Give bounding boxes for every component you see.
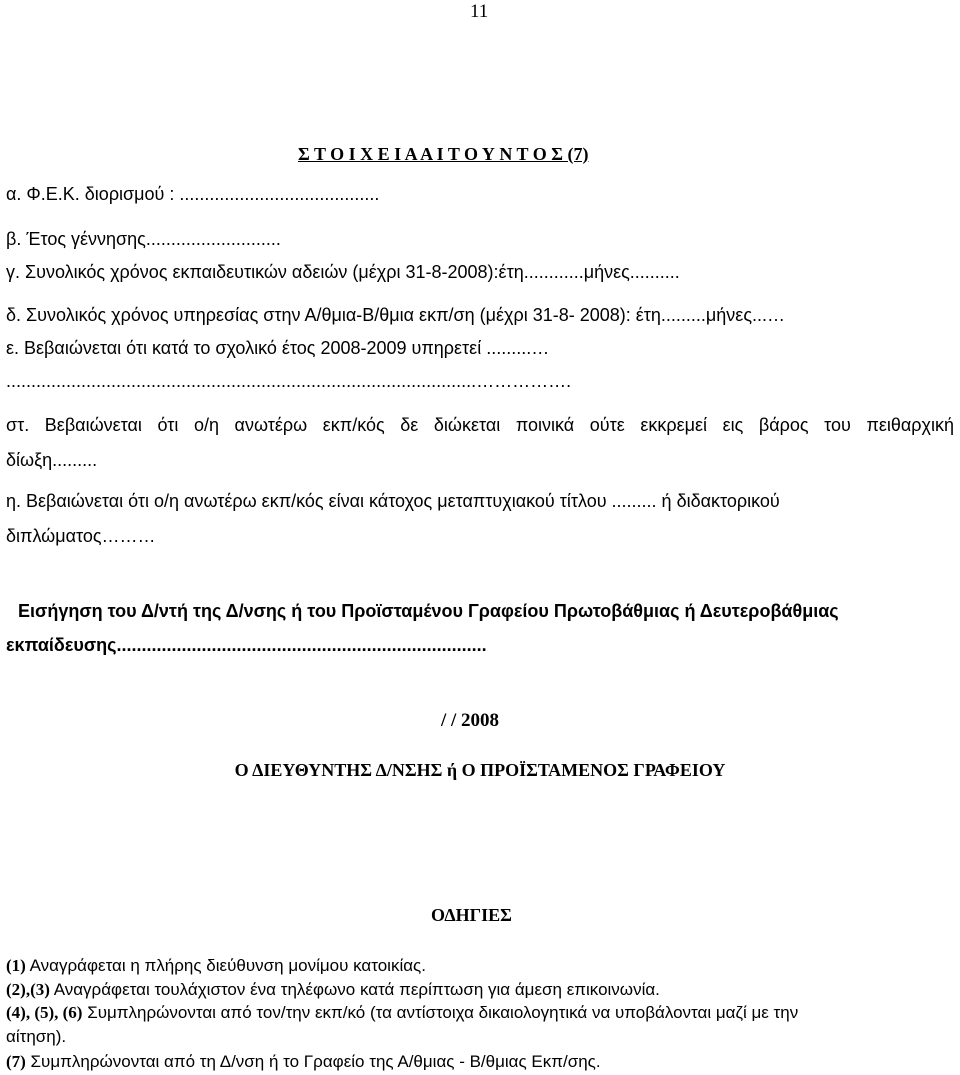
instruction-1-text: Αναγράφεται η πλήρης διεύθυνση μονίμου κατοικίας. [25,956,426,975]
instruction-4-5-6-text: Συμπληρώνονται από τον/την εκπ/κό (τα αντίστοιχα δικαιολογητικά να υποβάλονται μαζί με την [82,1003,799,1022]
field-service-time: δ. Συνολικός χρόνος υπηρεσίας στην Α/θμια-Β/θμια εκπ/ση (μέχρι 31-8- 2008): έτη.........μήνες...… [6,305,786,325]
instruction-2-3-text: Αναγράφεται τουλάχιστον ένα τηλέφωνο κατά περίπτωση για άμεση επικοινωνία. [49,980,660,999]
instruction-4-5-6-number: (4), (5), (6) [6,1003,83,1022]
recommendation-heading: Εισήγηση του Δ/ντή της Δ/νσης ή του Προϊσταμένου Γραφείου Πρωτοβάθμιας ή Δευτεροβάθμιας [18,601,839,621]
instruction-2-3 [6,981,660,998]
field-fek-appointment: α. Φ.Ε.Κ. διορισμού : ........................................ [6,184,380,204]
field-disciplinary-statement-cont: δίωξη......... [6,450,98,470]
field-serving-school: ε. Βεβαιώνεται ότι κατά το σχολικό έτος 2008-2009 υπηρετεί .........… [6,338,550,358]
instructions-heading: ΟΔΗΓΙΕΣ [431,905,512,925]
recommendation-heading-cont: εκπαίδευσης.......................................................................... [6,635,487,655]
applicant-details-title: Σ Τ Ο Ι Χ Ε Ι Α Α Ι Τ Ο Υ Ν Τ Ο Σ (7) [298,144,589,164]
instruction-4-5-6-cont: αίτηση). [6,1027,67,1046]
page-number: 11 [470,1,489,22]
instruction-4-5-6 [6,1004,798,1021]
field-serving-school-continued: ..............................................................................................……………. [6,371,572,391]
field-postgraduate-statement-cont: διπλώματος……… [6,526,156,546]
instruction-7-text: Συμπληρώνονται από τη Δ/νση ή το Γραφείο της Α/θμιας - Β/θμιας Εκπ/σης. [25,1052,601,1071]
field-disciplinary-statement: στ. Βεβαιώνεται ότι ο/η ανωτέρω εκπ/κός δε διώκεται ποινικά ούτε εκκρεμεί εις βάρος του πειθαρχική [6,415,954,435]
field-postgraduate-statement: η. Βεβαιώνεται ότι ο/η ανωτέρω εκπ/κός είναι κάτοχος μεταπτυχιακού τίτλου ......... ή διδακτορικού [6,491,780,511]
date-line: / / 2008 [441,710,500,731]
instruction-7-number: (7) [6,1052,26,1071]
signatory-title: Ο ΔΙΕΥΘΥΝΤΗΣ Δ/ΝΣΗΣ ή Ο ΠΡΟΪΣΤΑΜΕΝΟΣ ΓΡΑΦΕΙΟΥ [234,760,726,780]
instruction-1 [6,957,426,974]
instruction-7 [6,1053,601,1070]
field-leave-time: γ. Συνολικός χρόνος εκπαιδευτικών αδειών (μέχρι 31-8-2008):έτη............μήνες.......... [6,262,680,282]
field-birth-year: β. Έτος γέννησης........................... [6,229,281,249]
instruction-1-number: (1) [6,956,26,975]
instruction-2-3-number: (2),(3) [6,980,50,999]
